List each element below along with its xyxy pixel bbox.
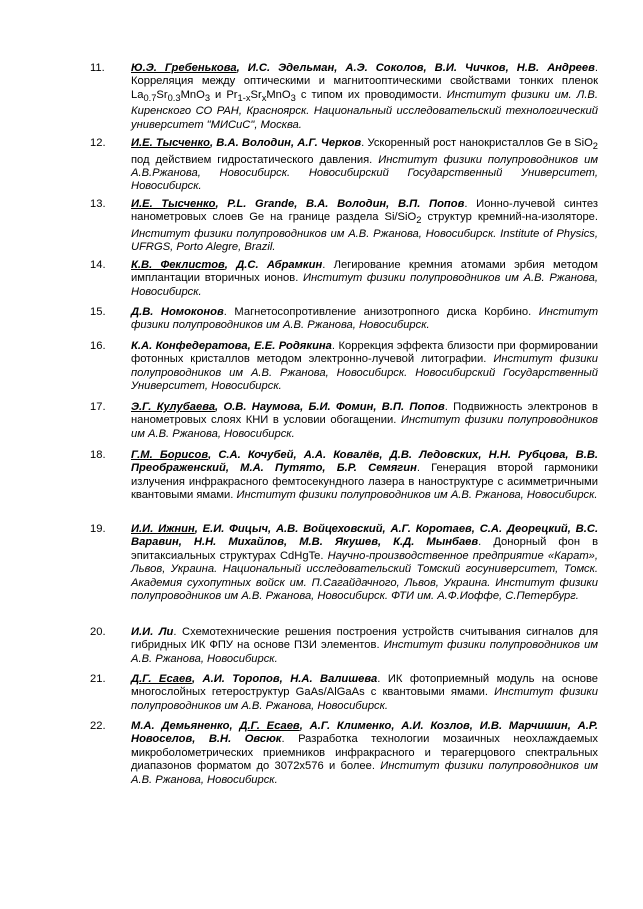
author-separator: ,: [215, 401, 224, 413]
affiliation: Институт физики полупроводников им А.В. Ржанова, Новосибирск. Institute of Physics, UFRGS, Porto Alegre, Brazil.: [131, 228, 598, 254]
paper-title: Легирование кремния атомами эрбия методом имплантации вторичных ионов.: [131, 259, 598, 285]
entry-text: [131, 449, 598, 503]
author-terminator: .: [173, 626, 183, 638]
author-separator: ,: [236, 62, 248, 74]
author-list: [131, 259, 322, 271]
author-terminator: .: [478, 536, 494, 549]
author-separator: ,: [191, 673, 203, 685]
entry-number: 18.: [90, 449, 106, 461]
entry-number: 21.: [90, 673, 106, 685]
author-name: В.П. Попов: [381, 401, 445, 413]
entry-number: 19.: [90, 523, 106, 535]
author-separator: ,: [379, 449, 390, 461]
paper-title: Подвижность электронов в нанометровых слоях КНИ в условии обогащении.: [131, 401, 598, 427]
author-terminator: .: [416, 462, 432, 475]
entry-text: [131, 259, 598, 299]
author-separator: ,: [229, 720, 240, 732]
author-name: А.Г. Черков: [297, 137, 362, 149]
author-separator: ,: [178, 536, 194, 549]
author-name: Н.А. Валишева: [290, 673, 378, 685]
entry-21: [90, 673, 598, 713]
author-terminator: .: [594, 62, 598, 74]
author-separator: ,: [208, 449, 219, 461]
author-list: [131, 137, 361, 149]
entry-number: 15.: [90, 306, 106, 318]
paper-title: Коррекция эффекта близости при формировании фотонных кристаллов методом электронно-лучевой литографии.: [131, 340, 599, 366]
author-separator: ,: [284, 536, 300, 549]
author-name: А.И. Козлов: [401, 720, 470, 732]
author-name: И.И. Ижнин: [131, 523, 195, 535]
author-name: В.А. Володин: [216, 137, 291, 149]
entry-number: 17.: [90, 401, 106, 413]
author-separator: ,: [224, 259, 237, 271]
author-separator: ,: [290, 137, 298, 149]
author-name: Н.В. Андреев: [516, 62, 595, 74]
author-name: С.А. Кочубей: [218, 449, 294, 461]
author-separator: ,: [247, 340, 255, 352]
author-name: Н.Н. Рубцова: [488, 449, 566, 461]
author-separator: ,: [471, 523, 480, 535]
author-name: В.А. Володин: [306, 198, 387, 210]
affiliation: Институт физики полупроводников им А.В. Ржанова, Новосибирск.: [131, 414, 599, 440]
author-terminator: .: [223, 306, 235, 318]
author-terminator: .: [464, 198, 477, 210]
author-separator: ,: [293, 449, 304, 461]
author-separator: ,: [423, 62, 435, 74]
author-separator: ,: [294, 198, 307, 210]
author-name: Е.И. Фицыч: [202, 523, 269, 535]
paper-title: Корреляция между оптическими и магнитооптическими свойствами тонких пленок $La_{0.7}Sr_{0.3}MnO_3$ и $Pr_{1-x}Sr_xMnO_3$ с типом их проводимости.: [131, 75, 598, 104]
author-name: М.В. Якушев: [299, 536, 378, 549]
paper-title: Магнетосопротивление анизотропного диска Корбино.: [234, 306, 532, 318]
entry-11: [90, 62, 598, 132]
author-terminator: .: [322, 259, 334, 271]
entry-number: 14.: [90, 259, 106, 271]
author-name: В.П. Попов: [397, 198, 465, 210]
author-name: И.Е. Тысченко: [131, 198, 216, 210]
author-separator: ,: [377, 536, 394, 549]
author-separator: ,: [567, 720, 578, 732]
author-name: И.С. Эдельман: [247, 62, 335, 74]
author-name: А.Г. Коротаев: [390, 523, 472, 535]
entry-number: 20.: [90, 626, 106, 638]
author-separator: ,: [300, 401, 309, 413]
paper-title: Разработка технологии мозаичных неохлаждаемых микроболометрических приемников инфракрасного и терагерцового спектральных диапазонов форматом до 3072x576 и более.: [131, 733, 599, 773]
entry-text: [131, 198, 598, 255]
paper-title: Ионно-лучевой синтез нанометровых слоев Ge на границе раздела Si/SiO$_2$ структур кремний-на-изоляторе.: [131, 198, 599, 226]
author-name: А.А. Ковалёв: [303, 449, 380, 461]
author-name: С.А. Деорецкий: [479, 523, 568, 535]
affiliation: Научно-производственное предприятие «Карат», Львов, Украина. Национальный исследовательский Томский госуниверситет, Томск. Академия сухопутных войск им. П.Сагайдачного, Львов, Украина. Институт физики полупроводников им А.В. Ржанова, Новосибирск. ФТИ им. А.Ф.Иоффе, С.Петербург.: [131, 549, 599, 603]
affiliation: Институт физики полупроводников им А.В. Ржанова, Новосибирск.: [131, 639, 599, 665]
author-name: В.Н. Овсюк: [208, 733, 282, 746]
author-separator: ,: [225, 462, 241, 475]
author-name: P.L. Grande: [227, 198, 295, 210]
entry-15: [90, 306, 598, 333]
affiliation: Институт физики полупроводников им А.В. Ржанова, Новосибирск.: [236, 489, 598, 502]
author-separator: ,: [299, 720, 310, 732]
affiliation: Институт физики полупроводников им А.В. Ржанова, Новосибирск. Новосибирский Государственный Университет, Новосибирск.: [131, 353, 598, 393]
author-separator: ,: [565, 449, 576, 461]
author-name: И.И. Ли: [131, 626, 174, 638]
author-list: [131, 673, 377, 685]
author-separator: ,: [322, 462, 337, 475]
entry-number: 22.: [90, 720, 106, 732]
author-terminator: .: [444, 401, 454, 413]
author-name: И.В. Марчишин: [479, 720, 568, 732]
author-name: М.А. Демьяненко: [131, 720, 230, 732]
author-separator: ,: [194, 523, 203, 535]
author-name: В.И. Чичков: [434, 62, 506, 74]
author-separator: ,: [391, 720, 402, 732]
affiliation: Институт физики полупроводников им А.В. Ржанова, Новосибирск.: [131, 306, 599, 332]
author-name: Д.Г. Есаев: [131, 673, 192, 685]
author-separator: ,: [215, 198, 228, 210]
author-separator: ,: [192, 733, 209, 746]
entry-text: [131, 62, 598, 132]
author-name: Е.Е. Родякина: [254, 340, 332, 352]
author-list: [131, 340, 332, 352]
author-name: И.Е. Тысченко: [131, 137, 210, 149]
author-separator: ,: [382, 523, 391, 535]
author-terminator: .: [331, 340, 339, 352]
author-name: В.С. Варавин: [131, 523, 599, 549]
entry-16: [90, 340, 598, 394]
entry-text: [131, 720, 598, 787]
author-separator: ,: [279, 673, 291, 685]
author-separator: ,: [209, 137, 217, 149]
author-separator: ,: [567, 523, 576, 535]
author-separator: ,: [334, 62, 346, 74]
author-name: Д.В. Номоконов: [131, 306, 224, 318]
author-list: [131, 62, 595, 74]
author-list: [131, 306, 224, 318]
author-list: [131, 626, 173, 638]
paper-title: ИК фотоприемный модуль на основе многослойных гетероструктур GaAs/AlGaAs с квантовыми ямами.: [131, 673, 599, 699]
author-name: Д.С. Абрамкин: [236, 259, 323, 271]
author-separator: ,: [478, 449, 489, 461]
author-name: В.В. Преображенский: [131, 449, 598, 475]
author-list: [131, 401, 445, 413]
entry-20: [90, 626, 598, 666]
entry-22: [90, 720, 598, 787]
author-name: Б.Р. Семягин: [336, 462, 417, 475]
author-name: А.Э. Соколов: [345, 62, 424, 74]
author-name: Б.И. Фомин: [308, 401, 374, 413]
author-name: А.В. Войцеховский: [275, 523, 383, 535]
paper-title: Схемотехнические решения построения устройств считывания сигналов для гибридных ИК ФПУ на основе ПЗИ элементов.: [131, 626, 599, 652]
author-name: Ю.Э. Гребенькова: [131, 62, 237, 74]
entry-text: [131, 523, 598, 603]
entry-12: [90, 137, 598, 194]
author-name: М.А. Путято: [240, 462, 323, 475]
entry-19: [90, 523, 598, 603]
entry-13: [90, 198, 598, 255]
entry-number: 11.: [90, 62, 105, 74]
author-separator: ,: [268, 523, 276, 535]
author-terminator: .: [281, 733, 299, 746]
author-name: Д.Г. Есаев: [239, 720, 300, 732]
entry-17: [90, 401, 598, 441]
paper-title: Донорный фон в эпитаксиальных структурах CdHgTe.: [131, 536, 599, 562]
author-name: Э.Г. Кулубаева: [131, 401, 216, 413]
paper-title: Ускоренный рост нанокристаллов Ge в SiO$_2$ под действием гидростатического давления.: [131, 137, 598, 166]
author-name: А.Г. Клименко: [309, 720, 392, 732]
author-separator: ,: [386, 198, 398, 210]
entry-text: [131, 137, 598, 194]
author-name: К.Д. Мынбаев: [393, 536, 479, 549]
paper-title: Генерация второй гармоники излучения инфракрасного фемтосекундного лазера в наноструктуре с асимметричными квантовыми ямами.: [131, 462, 599, 502]
author-terminator: .: [377, 673, 388, 685]
entry-number: 16.: [90, 340, 106, 352]
entry-text: [131, 306, 598, 333]
author-name: Г.М. Борисов: [131, 449, 209, 461]
author-terminator: .: [361, 137, 368, 149]
affiliation: Институт физики полупроводников им А.В. Ржанова, Новосибирск.: [131, 686, 599, 712]
author-name: Д.В. Ледовских: [389, 449, 479, 461]
author-separator: ,: [373, 401, 382, 413]
affiliation: Институт физики полупроводников им А.В.Ржанова, Новосибирск. Новосибирский Государственный Университет, Новосибирск.: [131, 153, 598, 193]
entry-text: [131, 673, 598, 713]
author-separator: ,: [505, 62, 517, 74]
entry-text: [131, 401, 598, 441]
entry-number: 13.: [90, 198, 106, 210]
author-name: А.И. Торопов: [202, 673, 280, 685]
entry-14: [90, 259, 598, 299]
author-name: Н.Н. Михайлов: [193, 536, 285, 549]
affiliation: Институт физики полупроводников им А.В. Ржанова, Новосибирск.: [131, 272, 599, 298]
affiliation: Институт физики им. Л.В. Киренского СО РАН, Красноярск. Национальный исследовательский технологический университет "МИСиС", Москва.: [131, 88, 599, 131]
author-list: [131, 198, 464, 210]
entry-number: 12.: [90, 137, 106, 149]
entry-text: [131, 340, 598, 394]
author-separator: ,: [469, 720, 480, 732]
affiliation: Институт физики полупроводников им А.В. Ржанова, Новосибирск.: [131, 760, 598, 786]
author-name: К.А. Конфедератова: [131, 340, 248, 352]
entry-18: [90, 449, 598, 503]
author-name: А.Р. Новоселов: [131, 720, 598, 746]
entry-text: [131, 626, 598, 666]
author-name: О.В. Наумова: [223, 401, 301, 413]
author-name: К.В. Феклистов: [131, 259, 225, 271]
